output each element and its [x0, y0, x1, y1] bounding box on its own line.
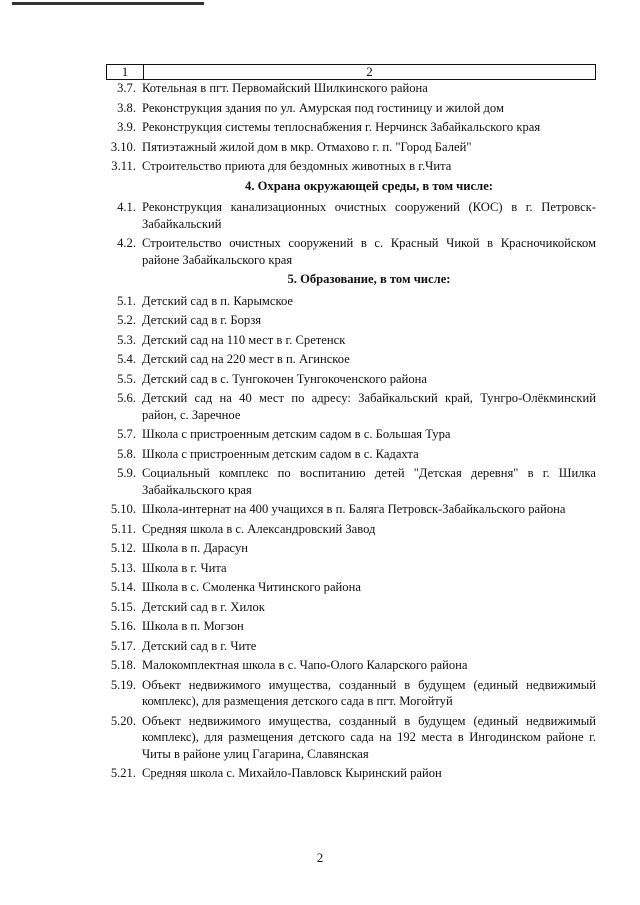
item-text: Школа с пристроенным детским садом в с. Кадахта: [142, 446, 419, 461]
item-number: 5.18.: [110, 658, 136, 672]
list-item: [106, 139, 596, 156]
list-item: [106, 312, 596, 329]
item-number: 5.15.: [110, 599, 136, 614]
item-text: Школа в п. Дарасун: [142, 541, 248, 555]
top-rule: [12, 2, 204, 5]
list-item: [106, 618, 596, 635]
section-title-education: 5. Образование, в том числе:: [287, 272, 451, 286]
item-text: Реконструкция канализационных очистных сооружений (КОС) в г. Петровск-Забайкальский: [142, 200, 596, 231]
item-number: 5.6.: [117, 391, 136, 405]
item-number: 5.10.: [110, 502, 136, 516]
item-number: 5.3.: [117, 332, 136, 347]
list-item: [106, 390, 596, 423]
item-number: 4.2.: [117, 236, 136, 250]
item-number: 5.16.: [110, 619, 136, 633]
list-item: [106, 426, 596, 443]
list-item: [106, 446, 596, 463]
list-item: [106, 521, 596, 538]
table-header-col1: 1: [107, 65, 144, 79]
list-item: [106, 765, 596, 782]
list-item: [106, 713, 596, 763]
item-text: Средняя школа в с. Александровский Завод: [142, 521, 376, 536]
item-number: 3.10.: [110, 139, 136, 154]
table-header-col2: 2: [366, 64, 373, 79]
item-text: Детский сад в г. Чите: [142, 638, 257, 653]
item-text: Средняя школа с. Михайло-Павловск Кыринский район: [142, 766, 442, 780]
list-item: [106, 465, 596, 498]
item-text: Детский сад в г. Хилок: [142, 599, 265, 614]
list-item: [106, 560, 596, 577]
item-text: Детский сад на 110 мест в г. Сретенск: [142, 332, 346, 347]
item-text: Строительство очистных сооружений в с. Красный Чикой в Красночикойском районе Забайкальского края: [142, 236, 596, 267]
item-text: Пятиэтажный жилой дом в мкр. Отмахово г. п. "Город Балей": [142, 139, 472, 154]
item-number: 5.20.: [110, 713, 136, 728]
item-text: Детский сад на 220 мест в п. Агинское: [142, 352, 350, 366]
items-group-b: [106, 199, 596, 268]
item-text: Школа-интернат на 400 учащихся в п. Баляга Петровск-Забайкальского района: [142, 502, 566, 516]
list-item: [106, 579, 596, 596]
item-text: Детский сад в с. Тунгокочен Тунгокоченского района: [142, 371, 427, 386]
item-number: 5.8.: [117, 446, 136, 461]
items-group-a: [106, 80, 596, 175]
list-item: [106, 371, 596, 388]
item-text: Социальный комплекс по воспитанию детей "Детская деревня" в г. Шилка Забайкальского края: [142, 466, 596, 497]
item-number: 4.1.: [117, 200, 136, 214]
item-number: 5.17.: [110, 638, 136, 653]
item-number: 5.14.: [110, 580, 136, 594]
list-item: [106, 351, 596, 368]
item-text: Школа в г. Чита: [142, 560, 227, 575]
item-text: Детский сад в г. Борзя: [142, 313, 262, 327]
list-item: [106, 677, 596, 710]
item-text: Школа с пристроенным детским садом в с. Большая Тура: [142, 427, 451, 441]
item-number: 3.11.: [111, 159, 136, 173]
list-item: [106, 540, 596, 557]
item-text: Реконструкция системы теплоснабжения г. Нерчинск Забайкальского края: [142, 120, 541, 134]
item-number: 3.8.: [117, 100, 136, 115]
list-item: [106, 100, 596, 117]
item-number: 5.4.: [117, 352, 136, 366]
item-number: 5.7.: [117, 427, 136, 441]
item-text: Детский сад в п. Карымское: [142, 293, 294, 308]
page-number: 2: [316, 850, 324, 865]
item-number: 5.5.: [117, 371, 136, 386]
item-number: 3.7.: [117, 81, 136, 95]
item-text: Объект недвижимого имущества, созданный в будущем (единый недвижимый комплекс), для размещения детского сада на 192 места в Ингодинском районе г. Читы в районе улиц Гагарина, Славянская: [142, 713, 596, 761]
section-title-environment: 4. Охрана окружающей среды, в том числе:: [245, 178, 493, 193]
list-item: [106, 80, 596, 97]
item-text: Котельная в пгт. Первомайский Шилкинского района: [142, 81, 428, 95]
item-number: 5.2.: [117, 313, 136, 327]
item-text: Школа в п. Могзон: [142, 619, 244, 633]
list-item: [106, 235, 596, 268]
list-item: [106, 638, 596, 655]
list-item: [106, 599, 596, 616]
item-text: Школа в с. Смоленка Читинского района: [142, 580, 361, 594]
list-item: [106, 293, 596, 310]
list-item: [106, 332, 596, 349]
item-text: Объект недвижимого имущества, созданный в будущем (единый недвижимый комплекс), для размещения детского сада в пгт. Могойтуй: [142, 677, 596, 708]
item-text: Детский сад на 40 мест по адресу: Забайкальский край, Тунгро-Олёкминский район, с. Заречное: [142, 391, 596, 422]
list-item: [106, 657, 596, 674]
table-header: [106, 64, 596, 80]
item-number: 5.9.: [117, 466, 136, 480]
list-item: [106, 199, 596, 232]
item-text: Малокомплектная школа в с. Чапо-Олого Каларского района: [142, 658, 468, 672]
item-number: 5.13.: [110, 560, 136, 575]
item-text: Реконструкция здания по ул. Амурская под гостиницу и жилой дом: [142, 100, 504, 115]
list-item: [106, 119, 596, 136]
document-body: [106, 80, 596, 785]
items-group-c: [106, 293, 596, 782]
item-text: Строительство приюта для бездомных животных в г.Чита: [142, 159, 452, 173]
item-number: 5.11.: [111, 521, 136, 536]
item-number: 5.12.: [110, 541, 136, 555]
list-item: [106, 158, 596, 175]
item-number: 5.1.: [117, 293, 136, 308]
list-item: [106, 501, 596, 518]
item-number: 5.19.: [110, 677, 136, 692]
item-number: 5.21.: [110, 766, 136, 780]
item-number: 3.9.: [117, 120, 136, 134]
